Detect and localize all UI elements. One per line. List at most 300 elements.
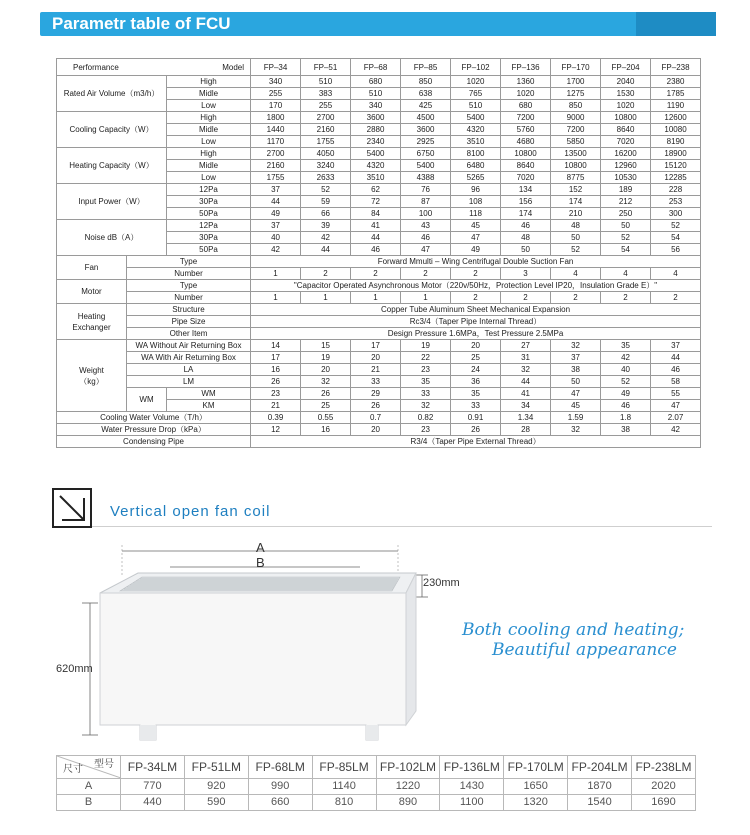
value-cell: 37 [551, 352, 601, 364]
value-cell: 37 [251, 220, 301, 232]
row-label: Condensing Pipe [57, 436, 251, 448]
value-cell: 1530 [601, 88, 651, 100]
sub-label: High [167, 112, 251, 124]
merged-value: Design Pressure 1.6MPa，Test Pressure 2.5MPa [251, 328, 701, 340]
sub-label: LM [127, 376, 251, 388]
value-cell: 10800 [501, 148, 551, 160]
value-cell: 2 [451, 268, 501, 280]
value-cell: 40 [601, 364, 651, 376]
value-cell: 425 [401, 100, 451, 112]
fan-label: Fan [57, 256, 127, 280]
value-cell: 50 [601, 220, 651, 232]
model-header: FP–51 [301, 59, 351, 76]
value-cell: 38 [551, 364, 601, 376]
value-cell: 4 [551, 268, 601, 280]
value-cell: 6480 [451, 160, 501, 172]
value-cell: 1 [351, 292, 401, 304]
value-cell: 25 [451, 352, 501, 364]
sub-label: Midle [167, 160, 251, 172]
value-cell: 1755 [251, 172, 301, 184]
value-cell: 20 [451, 340, 501, 352]
value-cell: 3600 [351, 112, 401, 124]
value-cell: 1275 [551, 88, 601, 100]
group-label: Rated Air Volume（m3/h） [57, 76, 167, 112]
sub-label: Low [167, 136, 251, 148]
parameter-table [56, 58, 701, 448]
sub-label: Pipe Size [127, 316, 251, 328]
value-cell: 47 [451, 232, 501, 244]
value-cell: 2340 [351, 136, 401, 148]
sub-label: WM [167, 388, 251, 400]
value-cell: 49 [251, 208, 301, 220]
value-cell: 1785 [651, 88, 701, 100]
value-cell: 33 [351, 376, 401, 388]
value-cell: 20 [351, 424, 401, 436]
sub-label: 50Pa [167, 208, 251, 220]
value-cell: 17 [351, 340, 401, 352]
sub-label: Type [127, 280, 251, 292]
value-cell: 33 [451, 400, 501, 412]
group-label: Input Power（W） [57, 184, 167, 220]
size-table [56, 755, 696, 811]
value-cell: 46 [351, 244, 401, 256]
value-cell: 28 [501, 424, 551, 436]
value-cell: 4680 [501, 136, 551, 148]
value-cell: 8640 [601, 124, 651, 136]
value-cell: 1020 [601, 100, 651, 112]
sub-label: Midle [167, 124, 251, 136]
value-cell: 35 [401, 376, 451, 388]
value-cell: 41 [351, 220, 401, 232]
size-value: 1870 [568, 779, 632, 795]
value-cell: 12600 [651, 112, 701, 124]
value-cell: 36 [451, 376, 501, 388]
value-cell: 2 [601, 292, 651, 304]
value-cell: 52 [601, 376, 651, 388]
value-cell: 170 [251, 100, 301, 112]
value-cell: 340 [251, 76, 301, 88]
model-header: FP-34LM [121, 756, 185, 779]
value-cell: 108 [451, 196, 501, 208]
value-cell: 152 [551, 184, 601, 196]
value-cell: 42 [651, 424, 701, 436]
value-cell: 50 [501, 244, 551, 256]
value-cell: 6750 [401, 148, 451, 160]
value-cell: 850 [401, 76, 451, 88]
value-cell: 4320 [351, 160, 401, 172]
dimension-b-label: B [256, 555, 265, 570]
value-cell: 4 [651, 268, 701, 280]
table-row [57, 316, 701, 328]
value-cell: 52 [651, 220, 701, 232]
sub-label: Number [127, 268, 251, 280]
sub-label: Low [167, 172, 251, 184]
table-row [57, 424, 701, 436]
value-cell: 76 [401, 184, 451, 196]
value-cell: 2 [451, 292, 501, 304]
value-cell: 2 [301, 268, 351, 280]
value-cell: 4 [601, 268, 651, 280]
value-cell: 210 [551, 208, 601, 220]
size-header-row [57, 756, 696, 779]
value-cell: 52 [551, 244, 601, 256]
value-cell: 54 [651, 232, 701, 244]
value-cell: 37 [651, 340, 701, 352]
value-cell: 1190 [651, 100, 701, 112]
table-row [57, 280, 701, 292]
value-cell: 10530 [601, 172, 651, 184]
value-cell: 300 [651, 208, 701, 220]
table-row [57, 148, 701, 160]
model-header: FP-51LM [184, 756, 248, 779]
size-value: 810 [312, 795, 376, 811]
sub-label: 30Pa [167, 196, 251, 208]
value-cell: 41 [501, 388, 551, 400]
value-cell: 2040 [601, 76, 651, 88]
value-cell: 680 [501, 100, 551, 112]
value-cell: 27 [501, 340, 551, 352]
slogan [462, 620, 684, 660]
value-cell: 2.07 [651, 412, 701, 424]
table-row [57, 340, 701, 352]
model-header: FP–204 [601, 59, 651, 76]
size-value: 660 [248, 795, 312, 811]
page-title: Parametr table of FCU [52, 14, 231, 33]
value-cell: 26 [451, 424, 501, 436]
group-label: Cooling Capacity（W） [57, 112, 167, 148]
value-cell: 1170 [251, 136, 301, 148]
heat-exchanger-label [57, 304, 127, 340]
value-cell: 48 [551, 220, 601, 232]
value-cell: 23 [401, 424, 451, 436]
value-cell: 7020 [501, 172, 551, 184]
value-cell: 44 [651, 352, 701, 364]
value-cell: 32 [551, 424, 601, 436]
table-row [57, 376, 701, 388]
table-row [57, 184, 701, 196]
sub-label: 30Pa [167, 232, 251, 244]
value-cell: 10800 [601, 112, 651, 124]
table-row [57, 304, 701, 316]
value-cell: 42 [301, 232, 351, 244]
value-cell: 66 [301, 208, 351, 220]
sub-label: Low [167, 100, 251, 112]
value-cell: 46 [401, 232, 451, 244]
value-cell: 3510 [451, 136, 501, 148]
model-header: FP–238 [651, 59, 701, 76]
value-cell: 46 [601, 400, 651, 412]
weight-label-2: （kg） [79, 376, 104, 386]
value-cell: 2700 [301, 112, 351, 124]
value-cell: 8190 [651, 136, 701, 148]
sub-label: KM [167, 400, 251, 412]
group-label: Noise dB（A） [57, 220, 167, 256]
model-label: Model [222, 63, 245, 72]
value-cell: 3 [501, 268, 551, 280]
value-cell: 47 [401, 244, 451, 256]
header-row [57, 59, 701, 76]
value-cell: 62 [351, 184, 401, 196]
value-cell: 3600 [401, 124, 451, 136]
model-header: FP-170LM [504, 756, 568, 779]
model-header: FP–170 [551, 59, 601, 76]
table-row [57, 112, 701, 124]
dimension-a-label: A [256, 540, 265, 555]
value-cell: 7200 [501, 112, 551, 124]
value-cell: 510 [451, 100, 501, 112]
sub-label: Number [127, 292, 251, 304]
value-cell: 1440 [251, 124, 301, 136]
value-cell: 1020 [451, 76, 501, 88]
value-cell: 0.7 [351, 412, 401, 424]
value-cell: 189 [601, 184, 651, 196]
table-row [57, 292, 701, 304]
value-cell: 228 [651, 184, 701, 196]
model-header: FP-238LM [632, 756, 696, 779]
model-header: FP-85LM [312, 756, 376, 779]
value-cell: 1 [401, 292, 451, 304]
value-cell: 13500 [551, 148, 601, 160]
value-cell: 31 [501, 352, 551, 364]
value-cell: 21 [351, 364, 401, 376]
size-value: 1220 [376, 779, 440, 795]
value-cell: 100 [401, 208, 451, 220]
value-cell: 1020 [501, 88, 551, 100]
value-cell: 39 [301, 220, 351, 232]
size-value: 1100 [440, 795, 504, 811]
value-cell: 5400 [401, 160, 451, 172]
value-cell: 42 [251, 244, 301, 256]
value-cell: 9000 [551, 112, 601, 124]
value-cell: 2925 [401, 136, 451, 148]
value-cell: 16 [251, 364, 301, 376]
value-cell: 46 [501, 220, 551, 232]
merged-value: "Capacitor Operated Asynchronous Motor（220v/50Hz，Protection Level IP20，Insulation Grade E）" [251, 280, 701, 292]
value-cell: 1700 [551, 76, 601, 88]
size-value: 1320 [504, 795, 568, 811]
model-header: FP–136 [501, 59, 551, 76]
sub-label: High [167, 148, 251, 160]
depth-label: 230mm [423, 577, 460, 589]
value-cell: 255 [301, 100, 351, 112]
value-cell: 765 [451, 88, 501, 100]
value-cell: 56 [651, 244, 701, 256]
value-cell: 1 [251, 268, 301, 280]
value-cell: 37 [251, 184, 301, 196]
value-cell: 8640 [501, 160, 551, 172]
size-value: 770 [121, 779, 185, 795]
value-cell: 72 [351, 196, 401, 208]
value-cell: 1360 [501, 76, 551, 88]
value-cell: 510 [351, 88, 401, 100]
sub-label: 12Pa [167, 184, 251, 196]
value-cell: 24 [451, 364, 501, 376]
value-cell: 16 [301, 424, 351, 436]
header-diagonal [59, 59, 248, 75]
value-cell: 1.34 [501, 412, 551, 424]
wm-label: WM [127, 388, 167, 412]
value-cell: 4388 [401, 172, 451, 184]
table-row [57, 436, 701, 448]
value-cell: 680 [351, 76, 401, 88]
sub-label: LA [127, 364, 251, 376]
table-row [57, 328, 701, 340]
value-cell: 58 [651, 376, 701, 388]
value-cell: 32 [501, 364, 551, 376]
heat-exchanger-label-2: Exchanger [72, 322, 111, 332]
value-cell: 52 [301, 184, 351, 196]
size-row-label: A [57, 779, 121, 795]
size-value: 920 [184, 779, 248, 795]
sub-label: Structure [127, 304, 251, 316]
model-header: FP–102 [451, 59, 501, 76]
value-cell: 49 [451, 244, 501, 256]
sub-label: WA With Air Returning Box [127, 352, 251, 364]
value-cell: 44 [251, 196, 301, 208]
size-header-label: 尺寸 [63, 764, 83, 775]
value-cell: 5400 [451, 112, 501, 124]
value-cell: 174 [551, 196, 601, 208]
sub-label: Type [127, 256, 251, 268]
value-cell: 2 [351, 268, 401, 280]
size-value: 440 [121, 795, 185, 811]
size-row [57, 779, 696, 795]
value-cell: 50 [551, 232, 601, 244]
value-cell: 4050 [301, 148, 351, 160]
heat-exchanger-label-1: Heating [77, 311, 106, 321]
value-cell: 45 [451, 220, 501, 232]
value-cell: 10800 [551, 160, 601, 172]
value-cell: 44 [501, 376, 551, 388]
value-cell: 12960 [601, 160, 651, 172]
value-cell: 2633 [301, 172, 351, 184]
weight-label-1: Weight [79, 365, 104, 375]
value-cell: 5850 [551, 136, 601, 148]
value-cell: 26 [351, 400, 401, 412]
value-cell: 46 [651, 364, 701, 376]
height-label: 620mm [56, 663, 93, 675]
value-cell: 26 [301, 388, 351, 400]
value-cell: 42 [601, 352, 651, 364]
value-cell: 134 [501, 184, 551, 196]
size-row-label: B [57, 795, 121, 811]
value-cell: 4320 [451, 124, 501, 136]
size-value: 1140 [312, 779, 376, 795]
size-value: 1540 [568, 795, 632, 811]
value-cell: 0.91 [451, 412, 501, 424]
fan-coil-diagram [56, 535, 460, 750]
size-value: 1690 [632, 795, 696, 811]
value-cell: 33 [401, 388, 451, 400]
value-cell: 44 [301, 244, 351, 256]
value-cell: 7200 [551, 124, 601, 136]
table-row [57, 256, 701, 268]
size-header-corner [57, 756, 121, 779]
value-cell: 8100 [451, 148, 501, 160]
value-cell: 22 [401, 352, 451, 364]
value-cell: 32 [301, 376, 351, 388]
value-cell: 5265 [451, 172, 501, 184]
value-cell: 55 [651, 388, 701, 400]
value-cell: 19 [401, 340, 451, 352]
value-cell: 4500 [401, 112, 451, 124]
value-cell: 174 [501, 208, 551, 220]
value-cell: 340 [351, 100, 401, 112]
value-cell: 638 [401, 88, 451, 100]
size-value: 1430 [440, 779, 504, 795]
size-value: 590 [184, 795, 248, 811]
row-label: Cooling Water Volume（T/h） [57, 412, 251, 424]
value-cell: 253 [651, 196, 701, 208]
value-cell: 850 [551, 100, 601, 112]
merged-value: R3/4（Taper Pipe External Thread） [251, 436, 701, 448]
model-header: FP-68LM [248, 756, 312, 779]
size-value: 890 [376, 795, 440, 811]
value-cell: 0.82 [401, 412, 451, 424]
value-cell: 48 [501, 232, 551, 244]
value-cell: 510 [301, 76, 351, 88]
performance-label: Performance [73, 63, 119, 72]
value-cell: 156 [501, 196, 551, 208]
value-cell: 1800 [251, 112, 301, 124]
table-row [57, 364, 701, 376]
value-cell: 35 [451, 388, 501, 400]
value-cell: 2880 [351, 124, 401, 136]
value-cell: 2 [501, 292, 551, 304]
value-cell: 34 [501, 400, 551, 412]
value-cell: 2 [651, 292, 701, 304]
value-cell: 2 [551, 292, 601, 304]
value-cell: 38 [601, 424, 651, 436]
value-cell: 8775 [551, 172, 601, 184]
section-title: Vertical open fan coil [110, 503, 271, 520]
value-cell: 5400 [351, 148, 401, 160]
section-logo-icon [52, 488, 92, 528]
value-cell: 54 [601, 244, 651, 256]
value-cell: 212 [601, 196, 651, 208]
sub-label: Midle [167, 88, 251, 100]
sub-label: Other Item [127, 328, 251, 340]
value-cell: 49 [601, 388, 651, 400]
table-row [57, 268, 701, 280]
value-cell: 45 [551, 400, 601, 412]
model-header: FP–68 [351, 59, 401, 76]
value-cell: 3240 [301, 160, 351, 172]
value-cell: 250 [601, 208, 651, 220]
value-cell: 2 [401, 268, 451, 280]
value-cell: 1 [251, 292, 301, 304]
value-cell: 18900 [651, 148, 701, 160]
value-cell: 2380 [651, 76, 701, 88]
banner-tab [636, 12, 716, 36]
value-cell: 1.8 [601, 412, 651, 424]
value-cell: 44 [351, 232, 401, 244]
header-corner [57, 59, 251, 76]
value-cell: 2700 [251, 148, 301, 160]
model-header: FP–85 [401, 59, 451, 76]
sub-label: WA Without Air Returning Box [127, 340, 251, 352]
model-header: FP-102LM [376, 756, 440, 779]
value-cell: 17 [251, 352, 301, 364]
merged-value: Copper Tube Aluminum Sheet Mechanical Expansion [251, 304, 701, 316]
value-cell: 35 [601, 340, 651, 352]
value-cell: 118 [451, 208, 501, 220]
sub-label: 50Pa [167, 244, 251, 256]
size-value: 990 [248, 779, 312, 795]
value-cell: 15120 [651, 160, 701, 172]
value-cell: 26 [251, 376, 301, 388]
model-header-label: 型号 [94, 759, 114, 770]
